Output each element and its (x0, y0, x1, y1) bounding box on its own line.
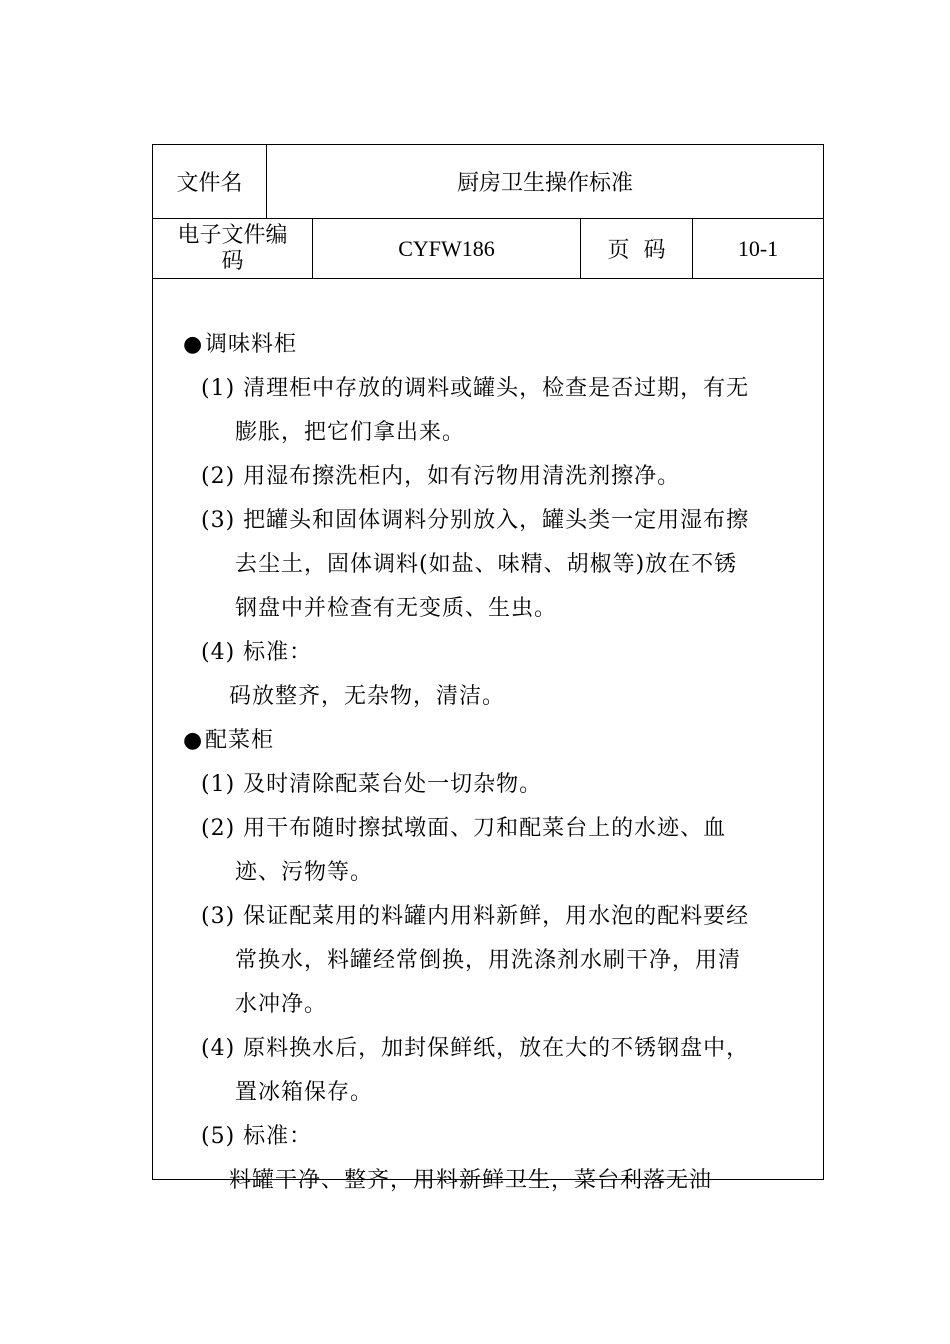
list-item: (5) 标准： (201, 1124, 313, 1149)
document-table (152, 144, 824, 1193)
list-item: (4) 标准： (201, 640, 313, 665)
code-label-line2: 码 (221, 248, 244, 274)
header-row-code (153, 219, 823, 279)
list-item: (3) 保证配菜用的料罐内用料新鲜，用水泡的配料要经 (201, 904, 750, 929)
section-heading: ●调味料柜 (183, 332, 298, 357)
code-label-line1: 电子文件编 (177, 222, 288, 248)
section-heading: ●配菜柜 (183, 728, 275, 753)
list-item-continuation: 迹、污物等。 (235, 860, 374, 885)
list-item-continuation: 钢盘中并检查有无变质、生虫。 (235, 596, 558, 621)
standard-text: 码放整齐，无杂物，清洁。 (229, 684, 506, 709)
page-value: 10-1 (737, 235, 779, 261)
standard-text: 料罐干净、整齐，用料新鲜卫生，菜台利落无油 (229, 1168, 713, 1193)
list-item-continuation: 水冲净。 (235, 992, 328, 1017)
header-row-title (153, 145, 823, 219)
list-item-continuation: 膨胀，把它们拿出来。 (235, 420, 466, 445)
code-label (153, 219, 313, 278)
document-body (153, 279, 823, 1193)
bullet-icon: ● (183, 332, 204, 357)
page-label: 页码 (581, 219, 693, 278)
list-item: (2) 用湿布擦洗柜内，如有污物用清洗剂擦净。 (201, 464, 681, 489)
list-item: (1) 清理柜中存放的调料或罐头，检查是否过期，有无 (201, 376, 750, 401)
list-item-continuation: 置冰箱保存。 (235, 1080, 374, 1105)
list-item: (4) 原料换水后，加封保鲜纸，放在大的不锈钢盘中， (201, 1036, 750, 1061)
list-item-continuation: 常换水，料罐经常倒换，用洗涤剂水刷干净，用清 (235, 948, 742, 973)
list-item: (2) 用干布随时擦拭墩面、刀和配菜台上的水迹、血 (201, 816, 727, 841)
bullet-icon: ● (183, 728, 204, 753)
list-item-continuation: 去尘土，固体调料(如盐、味精、胡椒等)放在不锈 (235, 552, 738, 577)
document-title: 厨房卫生操作标准 (456, 171, 633, 196)
filename-label: 文件名 (153, 145, 267, 218)
list-item: (3) 把罐头和固体调料分别放入，罐头类一定用湿布擦 (201, 508, 750, 533)
code-value: CYFW186 (313, 219, 581, 278)
list-item: (1) 及时清除配菜台处一切杂物。 (201, 772, 543, 797)
